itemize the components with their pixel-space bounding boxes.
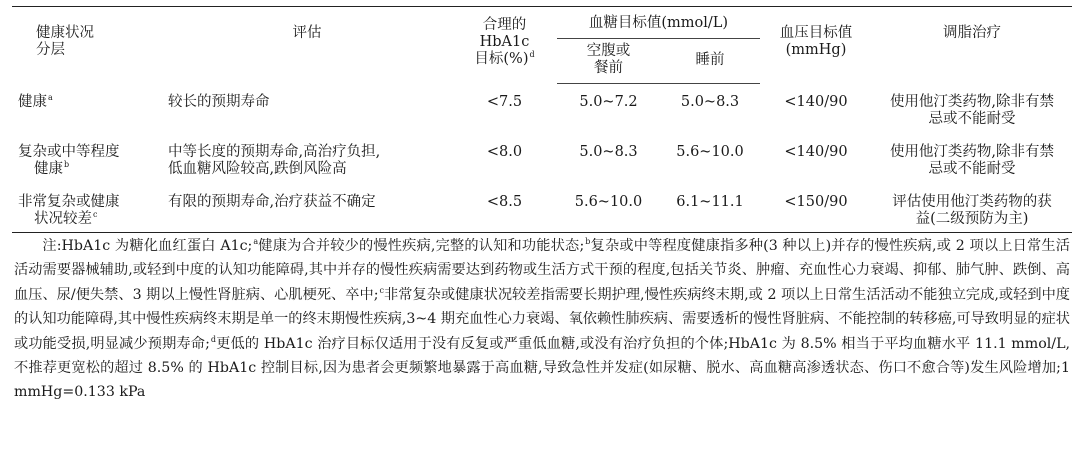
header-bp: 血压目标值 (mmHg): [760, 7, 872, 84]
cell-fasting: 5.0~8.3: [579, 143, 638, 160]
header-hba1c: 合理的 HbA1c 目标(%)$^d$: [452, 7, 557, 84]
header-fasting: 空腹或 餐前: [557, 39, 660, 84]
table-footnote: 注:HbA1c 为糖化血红蛋白 A1c;$^a$健康为合并较少的慢性疾病,完整的认知和功能状态;$^b$复杂或中等程度健康指多种(3 种以上)并存的慢性疾病,或 2 项以上日常生活活动需要器械辅助,或轻到中度的认知功能障碍,其中并存的慢性疾病需要达到药物或生活方式干预的程度,包括关节炎、肿瘤、充血性心力衰竭、抑郁、肺气肿、跌倒、高血压、尿/便失禁、3 期以上慢性肾脏病、心肌梗死、卒中;$^c$非常复杂或健康状况较差指需要长期护理,慢性疾病终末期,或 2 项以上日常生活活动不能独立完成,或轻到中度的认知功能障碍,其中慢性疾病终末期是单一的终末期慢性疾病,3~4 期充血性心力衰竭、氧依赖性肺疾病、需要透析的慢性肾脏病、不能控制的转移癌,可导致明显的症状或功能受损,明显减少预期寿命;$^d$更低的 HbA1c 治疗目标仅适用于没有反复或严重低血糖,或没有治疗负担的个体;HbA1c 为 8.5% 相当于平均血糖水平 11.1 mmol/L,不推荐更宽松的超过 8.5% 的 HbA1c 控制目标,因为患者会更频繁地暴露于高血糖,导致急性并发症(如尿糖、脱水、高血糖高渗透状态、伤口不愈合等)发生风险增加;1 mmHg=0.133 kPa: [14, 237, 1070, 401]
table-header: [12, 7, 1072, 84]
cell-lipid: 评估使用他汀类药物的获 益(二级预防为主): [872, 184, 1072, 233]
cell-hba1c: <7.5: [486, 93, 523, 110]
cell-bedtime: 6.1~11.1: [660, 184, 760, 233]
cell-fasting: 5.6~10.0: [557, 184, 660, 233]
cell-status: 非常复杂或健康 状况较差$^c$: [12, 184, 162, 233]
cell-assessment: 较长的预期寿命: [168, 93, 270, 110]
cell-bp: <140/90: [784, 93, 848, 110]
cell-lipid: 使用他汀类药物,除非有禁 忌或不能耐受: [889, 93, 1055, 127]
cell-assessment: 中等长度的预期寿命,高治疗负担, 低血糖风险较高,跌倒风险高: [168, 143, 381, 177]
table-row: [12, 184, 1072, 233]
cell-hba1c: <8.0: [486, 143, 523, 160]
cell-lipid: 使用他汀类药物,除非有禁 忌或不能耐受: [889, 143, 1055, 177]
header-glucose-group: 血糖目标值(mmol/L): [557, 7, 760, 39]
table-row: [12, 134, 1072, 184]
cell-assessment: 有限的预期寿命,治疗获益不确定: [162, 184, 452, 233]
header-assessment: 评估: [162, 7, 452, 84]
header-status: 健康状况 分层: [12, 7, 162, 84]
table-row: [12, 84, 1072, 134]
header-bedtime: 睡前: [660, 39, 760, 84]
cell-fasting: 5.0~7.2: [579, 94, 638, 110]
glycemic-target-table: [12, 6, 1072, 233]
cell-bedtime: 5.6~10.0: [676, 143, 744, 160]
cell-hba1c: <8.5: [452, 184, 557, 233]
cell-bedtime: 5.0~8.3: [680, 94, 740, 110]
header-lipid: 调脂治疗: [872, 7, 1072, 84]
cell-bp: <140/90: [784, 143, 848, 160]
cell-status: 复杂或中等程度 健康$^b$: [18, 143, 120, 177]
cell-status: 健康$^a$: [18, 92, 53, 110]
cell-bp: <150/90: [760, 184, 872, 233]
